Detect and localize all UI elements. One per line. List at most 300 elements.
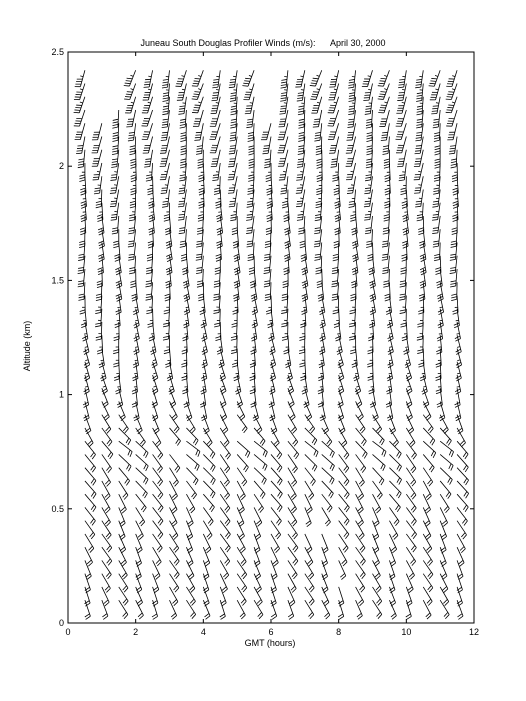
- wind-barb: [214, 269, 220, 287]
- wind-barb: [220, 362, 226, 381]
- wind-barb: [440, 415, 448, 434]
- wind-barb: [201, 309, 207, 328]
- wind-barb: [382, 137, 389, 155]
- wind-barb: [119, 415, 129, 433]
- x-tick-label: 12: [468, 627, 480, 637]
- wind-barb: [310, 70, 322, 86]
- x-tick-label: 6: [268, 627, 274, 637]
- wind-barb: [78, 150, 85, 168]
- wind-barb: [196, 137, 203, 155]
- wind-barb: [282, 189, 288, 207]
- wind-barb: [296, 163, 305, 180]
- wind-barb: [78, 282, 84, 300]
- wind-barb: [300, 229, 306, 248]
- wind-barb: [370, 388, 376, 407]
- wind-barb: [454, 309, 460, 328]
- wind-barb: [423, 441, 436, 458]
- wind-barb: [383, 269, 389, 287]
- wind-barb: [162, 84, 169, 102]
- wind-barb: [119, 401, 126, 420]
- wind-barb: [147, 242, 153, 260]
- y-tick-label: 2: [58, 161, 64, 172]
- wind-barb: [79, 163, 85, 181]
- wind-barb: [144, 70, 153, 87]
- wind-barb: [112, 216, 119, 234]
- wind-barb: [440, 534, 446, 553]
- wind-barb: [322, 534, 328, 553]
- wind-barb: [362, 70, 373, 86]
- wind-barb: [111, 203, 119, 221]
- wind-barb: [287, 362, 293, 381]
- wind-barb: [186, 468, 198, 485]
- wind-barb: [433, 229, 440, 247]
- wind-barb: [170, 428, 181, 446]
- wind-barb: [400, 176, 406, 194]
- wind-barb: [349, 84, 356, 102]
- wind-barb: [451, 150, 457, 168]
- wind-barb: [278, 137, 288, 153]
- wind-barb: [389, 454, 401, 471]
- wind-barb: [299, 348, 305, 367]
- wind-barb: [160, 150, 170, 167]
- x-tick-label: 10: [401, 627, 412, 637]
- wind-barb: [384, 150, 390, 169]
- wind-barb: [419, 229, 425, 248]
- wind-barb: [164, 295, 170, 313]
- wind-barb: [93, 163, 102, 180]
- wind-barb: [237, 454, 248, 471]
- wind-barb: [350, 295, 356, 313]
- wind-barb: [457, 574, 463, 593]
- wind-barb: [416, 84, 423, 102]
- wind-barb: [349, 189, 356, 207]
- wind-barb: [317, 269, 323, 288]
- wind-barb: [397, 84, 406, 101]
- wind-barb: [346, 137, 356, 154]
- wind-barb: [143, 84, 153, 101]
- wind-barb: [403, 335, 409, 354]
- wind-barb: [142, 97, 153, 113]
- wind-barb: [124, 70, 136, 86]
- wind-barb: [356, 441, 368, 458]
- wind-barb: [355, 375, 361, 394]
- wind-barb: [78, 242, 85, 260]
- wind-barb: [212, 70, 220, 88]
- wind-barb: [112, 110, 118, 128]
- wind-barb: [261, 123, 271, 139]
- wind-barb: [373, 521, 379, 540]
- wind-barb: [178, 203, 186, 220]
- wind-barb: [280, 84, 288, 102]
- wind-barb: [115, 375, 121, 394]
- wind-barb: [247, 229, 255, 247]
- wind-barb: [369, 256, 375, 275]
- wind-barb: [414, 163, 424, 180]
- wind-barb: [434, 242, 440, 260]
- wind-barb: [161, 176, 170, 193]
- wind-barb: [333, 242, 339, 260]
- wind-barb: [198, 150, 204, 168]
- wind-barb: [382, 256, 389, 274]
- wind-barb: [328, 97, 339, 113]
- wind-barb: [192, 70, 203, 86]
- wind-barb: [406, 600, 412, 619]
- wind-barb: [365, 97, 373, 115]
- wind-barb: [415, 70, 423, 88]
- x-tick-label: 0: [65, 627, 71, 637]
- wind-barb: [382, 242, 390, 260]
- wind-barb: [455, 388, 461, 407]
- wind-barb: [196, 256, 203, 274]
- wind-barb: [406, 428, 415, 447]
- wind-barb: [74, 84, 85, 100]
- wind-barb: [364, 203, 372, 220]
- wind-barb: [228, 163, 237, 180]
- wind-barb: [369, 309, 375, 328]
- wind-barb: [298, 216, 305, 234]
- wind-barb: [305, 454, 317, 471]
- wind-barb: [264, 269, 271, 287]
- wind-barb: [414, 150, 423, 167]
- wind-barb: [220, 428, 229, 447]
- wind-barb: [415, 137, 424, 154]
- wind-barb: [316, 137, 322, 155]
- wind-barb: [280, 176, 287, 194]
- wind-barb: [152, 348, 158, 367]
- wind-barb: [332, 282, 339, 300]
- wind-barb: [180, 110, 187, 128]
- wind-barb: [278, 150, 288, 167]
- wind-barb: [142, 110, 153, 126]
- wind-barb: [366, 137, 372, 155]
- wind-barb: [110, 176, 119, 193]
- wind-barb: [78, 269, 85, 287]
- wind-barb: [347, 110, 355, 127]
- wind-barb: [146, 256, 153, 274]
- wind-barb: [378, 70, 390, 86]
- wind-barb: [322, 441, 335, 457]
- wind-barb: [266, 295, 272, 314]
- wind-barb: [332, 163, 338, 181]
- wind-barb: [373, 468, 385, 485]
- wind-barb: [75, 70, 85, 86]
- wind-barb: [423, 415, 433, 433]
- y-tick-label: 0: [58, 618, 64, 628]
- wind-barb: [167, 362, 173, 381]
- wind-barb: [178, 189, 186, 206]
- wind-barb: [186, 521, 192, 540]
- wind-barb: [322, 507, 331, 526]
- wind-barb: [229, 189, 237, 206]
- wind-barb: [347, 176, 356, 193]
- wind-barb: [164, 203, 170, 221]
- y-tick-label: 0.5: [51, 503, 64, 514]
- wind-barb: [96, 282, 102, 300]
- wind-barb: [440, 454, 453, 470]
- wind-barb: [264, 150, 271, 168]
- wind-barb: [92, 123, 102, 140]
- wind-barb: [96, 189, 102, 207]
- wind-barb: [79, 229, 85, 247]
- wind-barb: [450, 256, 457, 274]
- wind-barb: [161, 123, 170, 140]
- wind-barb: [346, 123, 355, 140]
- wind-barb: [181, 242, 187, 261]
- wind-barb: [285, 348, 291, 367]
- wind-barb: [436, 269, 442, 288]
- wind-barb: [254, 534, 260, 553]
- wind-barb: [432, 216, 440, 234]
- wind-barb: [211, 97, 221, 114]
- wind-barb: [97, 335, 103, 354]
- wind-barb: [228, 150, 237, 167]
- wind-barb: [230, 84, 237, 102]
- x-axis-label: GMT (hours): [244, 638, 296, 648]
- x-tick-label: 8: [336, 627, 342, 637]
- wind-barb: [248, 242, 254, 260]
- wind-barb: [305, 534, 312, 553]
- wind-barb: [200, 295, 206, 314]
- wind-barb: [180, 229, 187, 247]
- wind-barb: [356, 415, 366, 433]
- wind-barb: [102, 415, 111, 434]
- wind-barb: [386, 295, 392, 314]
- wind-barb: [152, 587, 158, 606]
- wind-barb: [254, 441, 267, 457]
- wind-barb: [128, 123, 136, 141]
- wind-barb: [250, 269, 256, 288]
- wind-barb: [160, 137, 169, 154]
- wind-barb: [136, 441, 148, 458]
- wind-barb: [452, 163, 458, 182]
- wind-barb: [417, 309, 423, 327]
- wind-barb: [237, 415, 247, 433]
- wind-barb: [318, 282, 324, 301]
- wind-barb: [119, 454, 131, 471]
- wind-barb: [197, 269, 203, 287]
- wind-barb: [457, 415, 463, 434]
- wind-barb: [186, 454, 199, 470]
- wind-barbs: [74, 70, 469, 619]
- wind-barb: [328, 84, 338, 100]
- wind-barb: [329, 70, 338, 87]
- wind-barb: [414, 176, 423, 193]
- wind-barb: [230, 203, 237, 221]
- wind-barb: [162, 189, 169, 207]
- wind-barb: [433, 110, 440, 128]
- wind-barb: [399, 163, 407, 181]
- y-tick-label: 1: [58, 389, 64, 400]
- wind-barb: [110, 163, 118, 180]
- wind-barb: [82, 322, 88, 341]
- wind-barb: [119, 441, 132, 457]
- wind-barb: [301, 295, 307, 314]
- wind-barb: [214, 176, 220, 194]
- wind-barb: [373, 454, 386, 470]
- wind-barb: [338, 587, 344, 606]
- y-tick-label: 1.5: [51, 275, 64, 286]
- wind-barb: [249, 256, 255, 275]
- wind-barb: [296, 189, 305, 206]
- wind-barb: [153, 428, 161, 447]
- wind-barb: [184, 388, 190, 407]
- wind-barb: [423, 388, 429, 407]
- wind-barb: [210, 110, 220, 126]
- wind-barb: [271, 415, 277, 434]
- wind-barb: [334, 176, 340, 195]
- wind-barb: [136, 547, 142, 566]
- wind-barb: [457, 560, 463, 579]
- wind-barb: [234, 362, 240, 381]
- wind-barb: [246, 110, 254, 128]
- wind-barb: [366, 110, 373, 128]
- wind-barb: [348, 70, 355, 88]
- y-axis-label: Altitude (km): [22, 320, 32, 372]
- wind-barb: [113, 229, 119, 248]
- wind-barb: [128, 229, 136, 247]
- wind-barb: [450, 269, 457, 287]
- wind-barb: [322, 547, 328, 566]
- wind-barb: [271, 574, 277, 593]
- wind-barb: [346, 150, 356, 167]
- wind-barb: [246, 203, 254, 221]
- wind-barb: [147, 176, 153, 195]
- wind-barb: [209, 123, 220, 139]
- wind-barb: [149, 322, 155, 341]
- wind-barb: [85, 574, 91, 593]
- wind-barb: [365, 216, 373, 234]
- wind-barb: [170, 415, 180, 433]
- wind-barb: [99, 348, 105, 367]
- wind-barb: [320, 401, 326, 420]
- wind-barb: [134, 401, 140, 420]
- wind-barb: [230, 97, 237, 115]
- wind-barb: [203, 560, 209, 579]
- x-tick-label: 4: [200, 627, 206, 637]
- wind-barb: [181, 137, 187, 155]
- wind-barb: [418, 216, 424, 235]
- wind-barb: [389, 560, 395, 579]
- wind-barb: [212, 84, 221, 101]
- wind-barb: [398, 70, 406, 87]
- wind-barb: [299, 322, 305, 341]
- wind-barb: [373, 441, 387, 457]
- wind-barb: [322, 428, 332, 446]
- wind-barb: [282, 282, 288, 300]
- wind-barb: [296, 176, 305, 193]
- wind-barb: [160, 163, 170, 180]
- wind-barb: [406, 587, 412, 606]
- wind-barb: [94, 176, 102, 194]
- wind-barb: [395, 123, 406, 139]
- wind-barb: [129, 256, 136, 274]
- wind-barb: [298, 97, 305, 115]
- wind-barb: [128, 242, 135, 260]
- wind-barb: [229, 70, 237, 87]
- wind-barb: [175, 70, 186, 86]
- wind-barb: [305, 401, 312, 420]
- wind-barb: [237, 441, 250, 457]
- wind-barb: [266, 163, 272, 182]
- wind-barb: [302, 375, 308, 394]
- wind-barb: [146, 163, 153, 181]
- wind-barb: [367, 242, 373, 261]
- y-tick-label: 2.5: [51, 47, 64, 57]
- wind-barb: [346, 163, 356, 180]
- wind-barb: [364, 189, 373, 206]
- wind-barb: [415, 189, 423, 207]
- wind-barb: [246, 216, 254, 234]
- wind-barb: [366, 229, 372, 247]
- wind-barb: [437, 322, 443, 341]
- wind-barb: [387, 401, 393, 420]
- wind-barb: [279, 110, 288, 127]
- wind-barb: [254, 481, 265, 499]
- wind-barb: [364, 176, 372, 193]
- wind-barb: [281, 70, 288, 88]
- wind-barb: [278, 123, 288, 139]
- wind-barb: [110, 189, 119, 206]
- wind-barb: [315, 256, 321, 274]
- wind-barb: [335, 322, 341, 341]
- wind-barb: [232, 216, 238, 235]
- wind-barb: [429, 70, 441, 86]
- wind-barb: [265, 282, 271, 300]
- wind-barb: [314, 123, 321, 141]
- wind-barb: [350, 203, 356, 222]
- wind-barb: [92, 137, 102, 153]
- wind-barb: [169, 375, 175, 394]
- wind-barb: [102, 375, 108, 394]
- wind-barb: [220, 600, 226, 619]
- wind-barb: [265, 229, 271, 247]
- wind-barb: [396, 110, 407, 126]
- wind-barb: [248, 123, 254, 141]
- wind-barb: [305, 441, 318, 457]
- wind-barb: [133, 295, 139, 314]
- wind-barb: [267, 309, 273, 328]
- chart-title: Juneau South Douglas Profiler Winds (m/s): April 30, 2000: [140, 38, 386, 48]
- wind-barb: [179, 216, 187, 234]
- wind-barb: [417, 203, 424, 221]
- wind-barb: [295, 70, 304, 87]
- wind-barb: [396, 97, 406, 114]
- wind-barb: [401, 256, 407, 274]
- wind-barb: [237, 388, 243, 407]
- wind-barb: [217, 335, 223, 354]
- wind-barb: [232, 309, 238, 327]
- wind-barb: [420, 362, 426, 381]
- wind-barb: [186, 441, 200, 457]
- wind-barb: [129, 137, 135, 155]
- wind-barb: [432, 203, 440, 221]
- wind-barb: [314, 229, 322, 247]
- wind-barb: [242, 70, 254, 86]
- wind-barb: [305, 415, 315, 433]
- x-tick-label: 2: [133, 627, 139, 637]
- wind-barb: [446, 70, 457, 86]
- wind-barb: [228, 176, 237, 193]
- wind-barb: [229, 137, 237, 154]
- wind-barb: [85, 415, 91, 434]
- wind-barb: [279, 97, 287, 114]
- wind-barb: [92, 150, 102, 166]
- wind-barb: [162, 70, 170, 88]
- wind-barb: [434, 123, 440, 141]
- wind-barb: [288, 415, 297, 434]
- wind-barb: [297, 203, 305, 221]
- wind-barb: [451, 229, 457, 247]
